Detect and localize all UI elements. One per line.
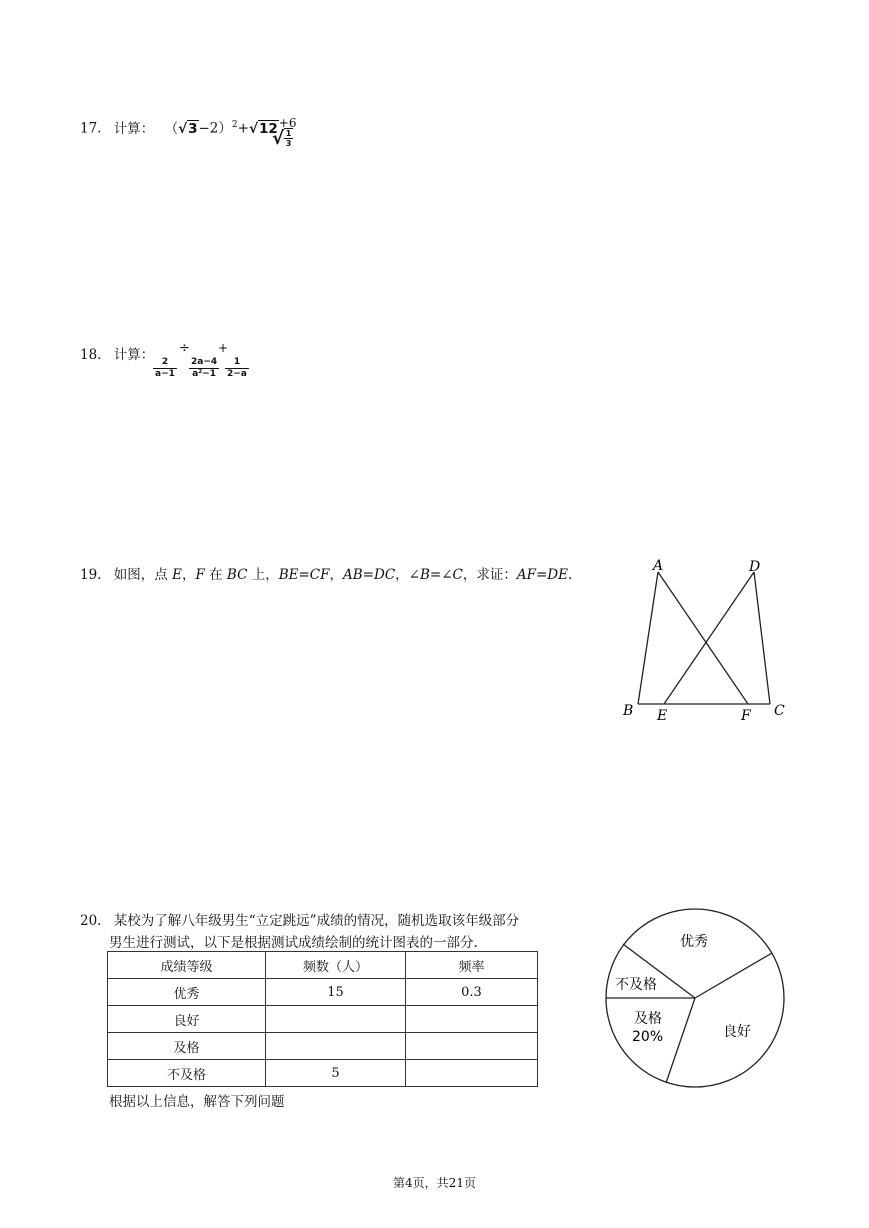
page-footer: 第4页，共21页 [393, 1176, 476, 1190]
sqrt-12: √12 [248, 120, 278, 137]
fraction-3 [225, 357, 249, 380]
segment-de [664, 572, 754, 704]
table-cell [266, 1033, 406, 1060]
sqrt-one-third: √ $\frac{1}{3}$ [272, 128, 292, 149]
point-f-label: F [741, 708, 751, 724]
table-cell [266, 1006, 406, 1033]
question-prefix: 计算： [113, 347, 155, 363]
table-cell: 5 [266, 1060, 406, 1087]
point-a-label: A [653, 558, 664, 574]
table-cell: 良好 [108, 1006, 266, 1033]
exponent: 2 [231, 120, 238, 130]
pie-label-good: 良好 [723, 1024, 751, 1040]
table-row [108, 979, 538, 1006]
fraction-1 [153, 357, 177, 380]
pie-label-pass: 及格 [634, 1011, 662, 1027]
table-cell [406, 1033, 538, 1060]
question-20-line2: 男生进行测试，以下是根据测试成绩绘制的统计图表的一部分. [109, 935, 478, 951]
table-row [108, 1033, 538, 1060]
fraction-numerator: 1 [225, 357, 249, 369]
fraction-denominator: a²−1 [192, 369, 216, 379]
segment-ab [638, 572, 658, 704]
table-cell [406, 1006, 538, 1033]
minus-two: −2） [198, 120, 232, 137]
question-17 [80, 116, 296, 137]
table-cell: 优秀 [108, 979, 266, 1006]
table-cell: 15 [266, 979, 406, 1006]
table-cell: 0.3 [406, 979, 538, 1006]
table-row [108, 1006, 538, 1033]
paren-open: （ [164, 120, 179, 137]
fraction-numerator: 1 [285, 129, 292, 138]
pie-label-excellent: 优秀 [680, 934, 708, 950]
fraction-denominator: a−1 [155, 369, 175, 379]
sqrt-3: √3 [178, 120, 198, 137]
plus-six: +6 [278, 116, 297, 130]
table-row [108, 1060, 538, 1087]
question-text: 如图，点 E，F 在 BC 上，BE=CF，AB=DC，∠B=∠C，求证：AF=DE. [113, 567, 573, 583]
pie-divider-bottom [666, 998, 695, 1083]
segment-dc [754, 572, 770, 704]
question-number: 18. [80, 347, 102, 363]
fraction-numerator: 2 [153, 357, 177, 369]
question-number: 19. [80, 567, 102, 583]
plus-sign: + [237, 120, 249, 137]
point-b-label: B [623, 703, 634, 719]
point-e-label: E [657, 708, 668, 724]
segment-af [658, 572, 748, 704]
triangle-figure [610, 552, 800, 727]
question-18 [80, 343, 154, 363]
divide-sign: ÷ [179, 341, 190, 356]
table-cell [406, 1060, 538, 1087]
pie-chart [600, 903, 790, 1093]
pie-divider-right [695, 953, 772, 998]
question-prefix: 计算： [113, 120, 155, 137]
fraction-numerator: 2a−4 [191, 357, 218, 367]
point-d-label: D [749, 559, 761, 575]
plus-sign: + [218, 341, 229, 355]
table-header: 频数（人） [266, 952, 406, 979]
question-text-line1: 某校为了解八年级男生“立定跳远”成绩的情况，随机选取该年级部分 [113, 913, 520, 929]
fraction-2 [189, 357, 219, 380]
fraction-denominator: 2−a [227, 369, 247, 379]
question-20-after: 根据以上信息，解答下列问题 [109, 1094, 285, 1110]
fraction-denominator: 3 [285, 139, 292, 148]
table-header: 频率 [406, 952, 538, 979]
question-19 [80, 563, 572, 583]
table-cell: 不及格 [108, 1060, 266, 1087]
pie-label-fail: 不及格 [615, 977, 657, 993]
score-table [107, 951, 538, 1087]
question-20-line1 [80, 909, 519, 929]
point-c-label: C [774, 703, 785, 719]
table-cell: 及格 [108, 1033, 266, 1060]
table-header: 成绩等级 [108, 952, 266, 979]
question-number: 20. [80, 913, 102, 929]
table-header-row [108, 952, 538, 979]
question-number: 17. [80, 120, 102, 137]
pie-label-pass-percent: 20% [632, 1029, 664, 1045]
